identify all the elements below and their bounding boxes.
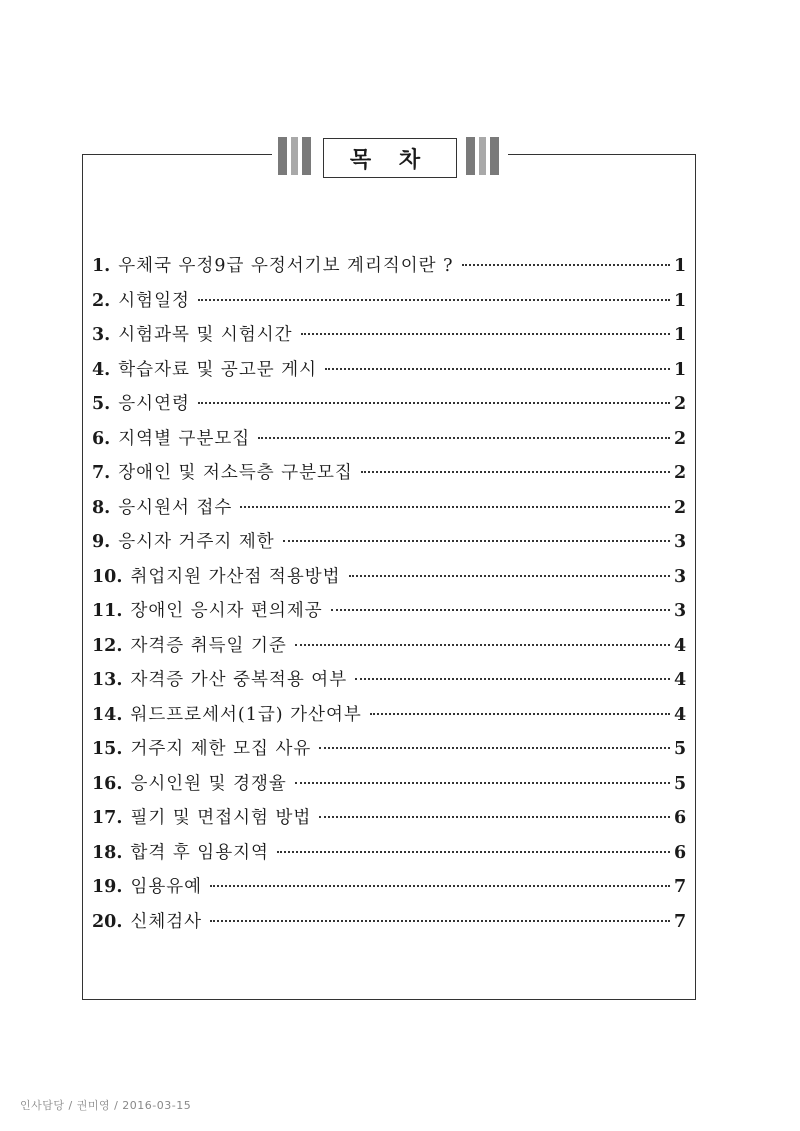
- toc-entry-label: 합격 후 임용지역: [130, 842, 269, 863]
- toc-entry-label: 임용유예: [130, 877, 203, 897]
- toc-leader-dots: [325, 368, 670, 370]
- toc-entry-number: 16.: [92, 773, 123, 794]
- toc-entry: [92, 356, 686, 391]
- toc-leader-dots: [283, 540, 670, 542]
- toc-entry-number: 6.: [92, 428, 111, 449]
- toc-entry-number: 14.: [92, 704, 123, 725]
- toc-entry-number: 8.: [92, 497, 111, 518]
- footer-author-date: 인사담당 / 권미영 / 2016-03-15: [20, 1099, 192, 1112]
- toc-entry-page: 6: [674, 842, 687, 863]
- toc-entry-label: 응시원서 접수: [118, 497, 233, 518]
- toc-entry: [92, 252, 686, 287]
- toc-entry-number: 15.: [92, 739, 123, 759]
- page-title: 목 차: [323, 138, 457, 178]
- toc-leader-dots: [210, 885, 670, 887]
- toc-entry-page: 2: [674, 497, 687, 518]
- toc-entry-page: 4: [674, 670, 687, 690]
- toc-entry-number: 1.: [92, 256, 111, 276]
- toc-entry-page: 2: [674, 463, 687, 483]
- toc-leader-dots: [355, 678, 670, 680]
- toc-entry-label: 장애인 및 저소득층 구분모집: [118, 463, 353, 483]
- toc-entry-page: 3: [674, 601, 687, 621]
- toc-leader-dots: [295, 644, 670, 646]
- toc-entry-number: 10.: [92, 566, 123, 587]
- toc-entry: [92, 839, 686, 874]
- toc-entry: [92, 287, 686, 322]
- toc-entry: [92, 563, 686, 598]
- toc-leader-dots: [462, 264, 670, 266]
- title-decoration-right: [466, 137, 499, 175]
- toc-entry-number: 3.: [92, 325, 111, 345]
- toc-entry-label: 필기 및 면접시험 방법: [130, 808, 312, 828]
- toc-entry-number: 17.: [92, 808, 123, 828]
- toc-leader-dots: [349, 575, 670, 577]
- decor-bar: [302, 137, 311, 175]
- toc-entry-label: 장애인 응시자 편의제공: [130, 601, 323, 621]
- toc-entry: [92, 666, 686, 701]
- toc-leader-dots: [210, 920, 670, 922]
- toc-entry-number: 2.: [92, 290, 111, 311]
- toc-entry-number: 13.: [92, 670, 123, 690]
- toc-entry-label: 취업지원 가산점 적용방법: [130, 566, 341, 587]
- toc-entry-number: 19.: [92, 877, 123, 897]
- toc-entry-number: 5.: [92, 394, 111, 414]
- decor-bar: [291, 137, 298, 175]
- toc-entry-page: 5: [674, 739, 687, 759]
- toc-entry-page: 7: [674, 877, 687, 897]
- toc-entry: [92, 701, 686, 736]
- toc-entry: [92, 390, 686, 425]
- toc-entry: [92, 908, 686, 943]
- toc-entry-page: 1: [674, 325, 687, 345]
- toc-leader-dots: [370, 713, 670, 715]
- toc-entry-label: 시험과목 및 시험시간: [118, 325, 293, 345]
- toc-entry-label: 응시인원 및 경쟁율: [130, 773, 287, 794]
- frame-top-left-line: [82, 154, 272, 155]
- toc-leader-dots: [301, 333, 670, 335]
- toc-entry-label: 학습자료 및 공고문 게시: [118, 359, 318, 380]
- toc-entry-label: 자격증 취득일 기준: [130, 635, 287, 656]
- toc-entry-number: 4.: [92, 359, 111, 380]
- toc-entry-page: 2: [674, 428, 687, 449]
- toc-entry-page: 2: [674, 394, 687, 414]
- toc-entry: [92, 735, 686, 770]
- toc-leader-dots: [198, 402, 670, 404]
- toc-entry: [92, 494, 686, 529]
- toc-entry: [92, 321, 686, 356]
- toc-entry-label: 시험일정: [118, 290, 190, 311]
- toc-leader-dots: [277, 851, 670, 853]
- toc-entry-label: 지역별 구분모집: [118, 428, 251, 449]
- toc-entry-page: 3: [674, 566, 687, 587]
- toc-entry-label: 응시연령: [118, 394, 190, 414]
- toc-leader-dots: [258, 437, 670, 439]
- toc-entry-number: 20.: [92, 911, 123, 932]
- toc-entry-label: 자격증 가산 중복적용 여부: [130, 670, 348, 690]
- toc-leader-dots: [331, 609, 670, 611]
- toc-entry: [92, 804, 686, 839]
- toc-entry-number: 11.: [92, 601, 123, 621]
- toc-entry-page: 4: [674, 635, 687, 656]
- toc-entry-page: 5: [674, 773, 687, 794]
- toc-entry-page: 4: [674, 704, 687, 725]
- toc-entry-page: 1: [674, 290, 687, 311]
- decor-bar: [490, 137, 499, 175]
- frame-top-right-line: [508, 154, 696, 155]
- toc-entry-label: 우체국 우정9급 우정서기보 계리직이란 ?: [118, 256, 454, 276]
- decor-bar: [466, 137, 475, 175]
- toc-leader-dots: [319, 816, 670, 818]
- toc-entry: [92, 770, 686, 805]
- decor-bar: [479, 137, 486, 175]
- toc-leader-dots: [361, 471, 670, 473]
- toc-leader-dots: [240, 506, 670, 508]
- toc-entry-page: 7: [674, 911, 687, 932]
- toc-entry: [92, 597, 686, 632]
- toc-entry: [92, 632, 686, 667]
- toc-entry: [92, 425, 686, 460]
- toc-entry-number: 18.: [92, 842, 123, 863]
- toc-leader-dots: [295, 782, 670, 784]
- toc-entry: [92, 459, 686, 494]
- toc-entry-label: 신체검사: [130, 911, 203, 932]
- toc-list: [92, 252, 686, 942]
- toc-leader-dots: [198, 299, 670, 301]
- toc-entry-number: 7.: [92, 463, 111, 483]
- toc-entry: [92, 873, 686, 908]
- title-decoration-left: [278, 137, 311, 175]
- toc-entry-number: 9.: [92, 532, 111, 552]
- toc-entry-page: 1: [674, 256, 687, 276]
- toc-entry: [92, 528, 686, 563]
- toc-entry-number: 12.: [92, 635, 123, 656]
- toc-entry-page: 6: [674, 808, 687, 828]
- toc-entry-page: 1: [674, 359, 687, 380]
- toc-entry-label: 워드프로세서(1급) 가산여부: [130, 704, 362, 725]
- decor-bar: [278, 137, 287, 175]
- toc-entry-label: 응시자 거주지 제한: [118, 532, 275, 552]
- toc-entry-page: 3: [674, 532, 687, 552]
- toc-entry-label: 거주지 제한 모집 사유: [130, 739, 312, 759]
- toc-leader-dots: [319, 747, 670, 749]
